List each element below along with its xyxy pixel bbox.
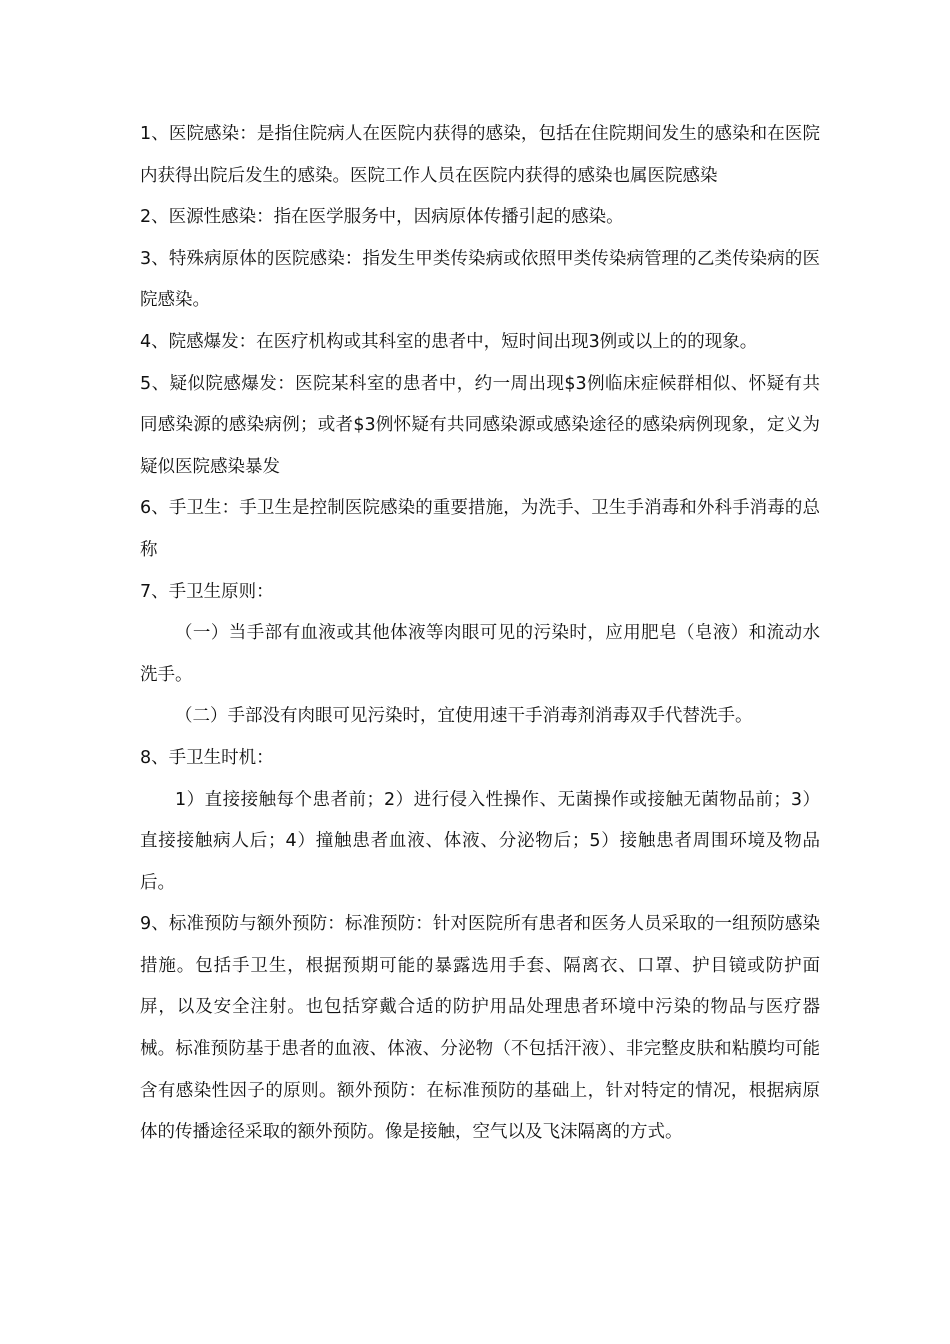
paragraph-hospital-infection: 1、医院感染：是指住院病人在医院内获得的感染，包括在住院期间发生的感染和在医院内获得出院后发生的感染。医院工作人员在医院内获得的感染也属医院感染	[140, 124, 820, 186]
paragraph-hand-hygiene-timing: 8、手卫生时机：	[140, 747, 274, 768]
paragraph-principle-two: （二）手部没有肉眼可见污染时，宜使用速干手消毒剂消毒双手代替洗手。	[175, 706, 753, 727]
paragraph-suspected-outbreak: 5、疑似院感爆发：医院某科室的患者中，约一周出现$3例临床症候群相似、怀疑有共同感染源的感染病例；或者$3例怀疑有共同感染源或感染途径的感染病例现象，定义为疑似医院感染暴发	[140, 373, 820, 477]
paragraph-iatrogenic-infection: 2、医源性感染：指在医学服务中，因病原体传播引起的感染。	[140, 207, 624, 228]
paragraph-hand-hygiene: 6、手卫生：手卫生是控制医院感染的重要措施，为洗手、卫生手消毒和外科手消毒的总称	[140, 498, 820, 560]
paragraph-outbreak: 4、院感爆发：在医疗机构或其科室的患者中，短时间出现3例或以上的的现象。	[140, 331, 758, 352]
paragraph-principle-one: （一）当手部有血液或其他体液等肉眼可见的污染时，应用肥皂（皂液）和流动水洗手。	[140, 623, 820, 685]
paragraph-timing-list: 1）直接接触每个患者前；2）进行侵入性操作、无菌操作或接触无菌物品前；3）直接接触病人后；4）撞触患者血液、体液、分泌物后；5）接触患者周围环境及物品后。	[140, 789, 820, 893]
paragraph-special-pathogen-infection: 3、特殊病原体的医院感染：指发生甲类传染病或依照甲类传染病管理的乙类传染病的医院感染。	[140, 248, 820, 311]
document-body	[140, 114, 820, 1154]
paragraph-standard-precautions: 9、标准预防与额外预防：标准预防：针对医院所有患者和医务人员采取的一组预防感染措施。包括手卫生，根据预期可能的暴露选用手套、隔离衣、口罩、护目镜或防护面屏，以及安全注射。也包括穿戴合适的防护用品处理患者环境中污染的物品与医疗器械。标准预防基于患者的血液、体液、分泌物（不包括汗液）、非完整皮肤和粘膜均可能含有感染性因子的原则。额外预防：在标准预防的基础上，针对特定的情况，根据病原体的传播途径采取的额外预防。像是接触，空气以及飞沫隔离的方式。	[140, 914, 820, 1143]
paragraph-hand-hygiene-principles: 7、手卫生原则：	[140, 581, 274, 602]
